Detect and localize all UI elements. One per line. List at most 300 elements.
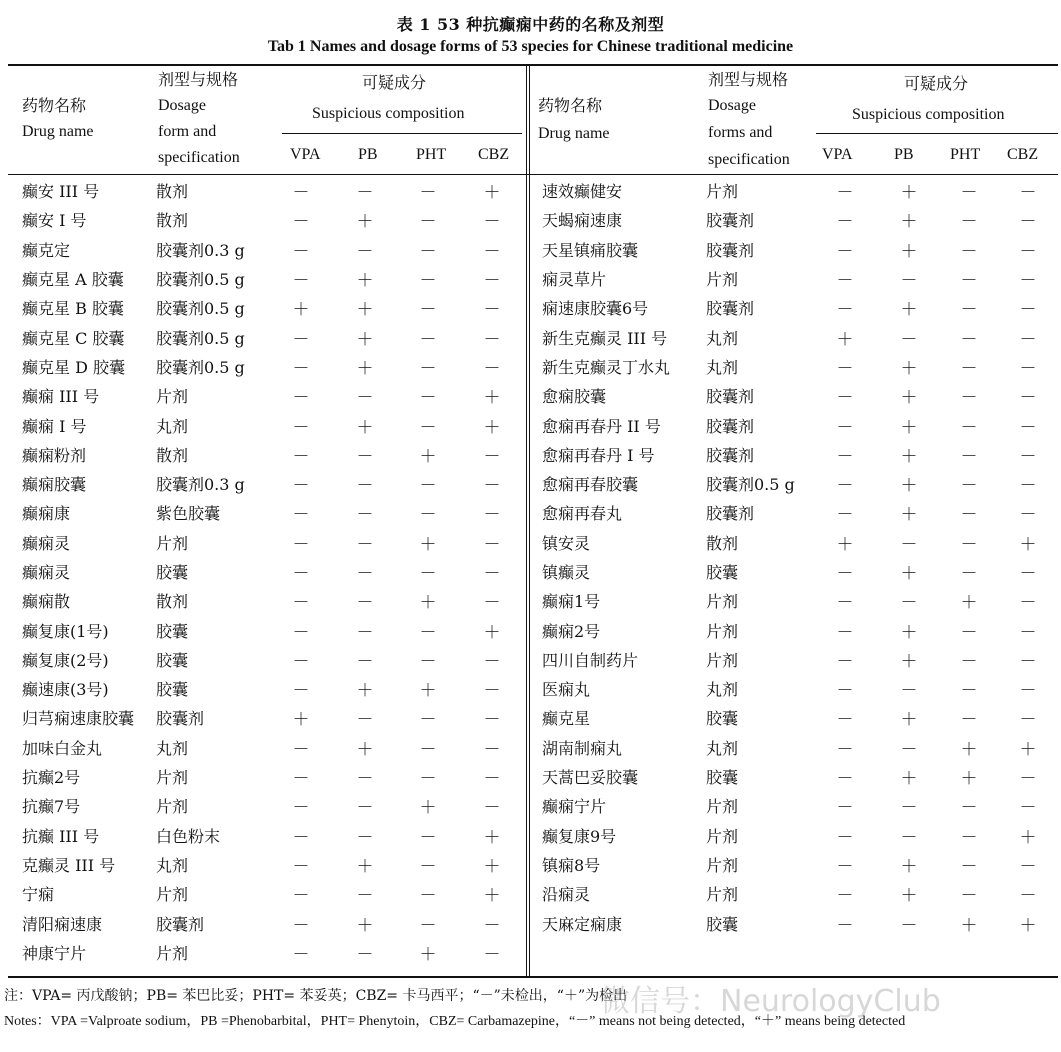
pb-cell: ＋ bbox=[900, 769, 918, 790]
cbz-cell: － bbox=[483, 681, 501, 702]
drug-name-cell: 癫痫胶囊 bbox=[22, 475, 87, 495]
pht-cell: － bbox=[419, 739, 437, 760]
pb-cell: － bbox=[356, 183, 374, 204]
pht-cell: － bbox=[419, 710, 437, 731]
pb-cell: － bbox=[356, 886, 374, 907]
vpa-cell: － bbox=[292, 476, 310, 497]
header-col-pht: PHT bbox=[950, 146, 981, 163]
pht-cell: － bbox=[419, 476, 437, 497]
table-row bbox=[10, 586, 524, 615]
cbz-cell: － bbox=[1019, 271, 1037, 292]
pb-cell: ＋ bbox=[900, 856, 918, 877]
vpa-cell: － bbox=[292, 564, 310, 584]
header-drug-name-en: Drug name bbox=[22, 123, 94, 140]
vpa-cell: ＋ bbox=[292, 710, 310, 731]
table-row bbox=[530, 205, 1058, 234]
pb-cell: ＋ bbox=[900, 651, 918, 672]
table-note-cn: 注：VPA= 丙戊酸钠；PB= 苯巴比妥；PHT= 苯妥英；CBZ= 卡马西平；“－”未检出，“＋”为检出 bbox=[4, 988, 628, 1004]
vpa-cell: － bbox=[292, 651, 310, 672]
drug-name-cell: 癫痫1号 bbox=[542, 592, 601, 612]
cbz-cell: － bbox=[1019, 622, 1037, 643]
pht-cell: － bbox=[960, 886, 978, 907]
vpa-cell: － bbox=[292, 446, 310, 467]
pht-cell: － bbox=[960, 241, 978, 262]
top-rule bbox=[8, 64, 1058, 66]
table-row bbox=[530, 264, 1058, 293]
pb-cell: － bbox=[356, 827, 374, 848]
cbz-cell: － bbox=[1019, 300, 1037, 321]
vpa-cell: － bbox=[836, 446, 854, 467]
table-row bbox=[10, 733, 524, 762]
pht-cell: － bbox=[419, 886, 437, 907]
vpa-cell: － bbox=[292, 212, 310, 233]
dosage-form-cell: 胶囊 bbox=[156, 621, 189, 641]
drug-name-cell: 癫克星 D 胶囊 bbox=[22, 357, 126, 377]
dosage-form-cell: 丸剂 bbox=[706, 738, 739, 758]
drug-name-cell: 镇安灵 bbox=[542, 533, 591, 553]
pht-cell: － bbox=[419, 183, 437, 204]
pht-cell: － bbox=[960, 271, 978, 292]
drug-name-cell: 天麻定痫康 bbox=[542, 914, 623, 934]
dosage-form-cell: 胶囊 bbox=[156, 680, 189, 700]
dosage-form-cell: 片剂 bbox=[706, 182, 739, 202]
table-title-cn: 表 1 53 种抗癫痫中药的名称及剂型 bbox=[396, 15, 665, 34]
pht-cell: － bbox=[960, 710, 978, 731]
drug-name-cell: 新生克癫灵丁水丸 bbox=[542, 357, 671, 377]
cbz-cell: － bbox=[483, 446, 501, 467]
cbz-cell: － bbox=[1019, 593, 1037, 614]
table-row bbox=[530, 645, 1058, 674]
pht-cell: － bbox=[419, 856, 437, 877]
dosage-form-cell: 胶囊剂0.5 g bbox=[156, 270, 245, 290]
header-col-vpa: VPA bbox=[822, 146, 853, 163]
pht-cell: － bbox=[419, 271, 437, 292]
pb-cell: － bbox=[356, 564, 374, 584]
table-row bbox=[530, 469, 1058, 498]
pb-cell: ＋ bbox=[356, 856, 374, 877]
pht-cell: － bbox=[419, 241, 437, 262]
header-col-pht: PHT bbox=[416, 146, 447, 163]
pb-cell: ＋ bbox=[900, 886, 918, 907]
cbz-cell: ＋ bbox=[483, 417, 501, 438]
pht-cell: － bbox=[960, 212, 978, 233]
cbz-cell: － bbox=[1019, 710, 1037, 731]
vpa-cell: － bbox=[836, 417, 854, 438]
pht-cell: ＋ bbox=[960, 739, 978, 760]
drug-name-cell: 癫痫灵 bbox=[22, 533, 71, 553]
vpa-cell: － bbox=[836, 300, 854, 321]
vpa-cell: － bbox=[292, 417, 310, 438]
cbz-cell: － bbox=[483, 564, 501, 584]
table-row bbox=[10, 440, 524, 469]
dosage-form-cell: 胶囊剂 bbox=[706, 387, 755, 407]
cbz-cell: － bbox=[483, 593, 501, 614]
vpa-cell: － bbox=[836, 241, 854, 262]
cbz-cell: － bbox=[483, 241, 501, 262]
vpa-cell: － bbox=[292, 915, 310, 936]
vpa-cell: － bbox=[292, 944, 310, 965]
header-susp-en: Suspicious composition bbox=[852, 106, 1005, 123]
dosage-form-cell: 片剂 bbox=[706, 855, 739, 875]
dosage-form-cell: 胶囊 bbox=[156, 563, 189, 582]
header-col-cbz: CBZ bbox=[1007, 146, 1039, 163]
cbz-cell: － bbox=[1019, 183, 1037, 204]
dosage-form-cell: 片剂 bbox=[706, 270, 739, 290]
table-row bbox=[10, 674, 524, 703]
cbz-cell: ＋ bbox=[1019, 739, 1037, 760]
drug-name-cell: 抗癫 III 号 bbox=[22, 826, 100, 846]
pht-cell: － bbox=[419, 358, 437, 379]
dosage-form-cell: 胶囊剂0.5 g bbox=[156, 299, 245, 319]
table-row bbox=[10, 264, 524, 293]
drug-name-cell: 镇痫8号 bbox=[542, 855, 601, 875]
header-col-pb: PB bbox=[894, 146, 914, 163]
cbz-cell: － bbox=[1019, 651, 1037, 672]
pht-cell: － bbox=[960, 329, 978, 350]
cbz-cell: － bbox=[483, 534, 501, 555]
cbz-cell: － bbox=[1019, 212, 1037, 233]
table-row bbox=[530, 615, 1058, 644]
header-drug-name-en: Drug name bbox=[538, 125, 610, 142]
vpa-cell: － bbox=[292, 739, 310, 760]
vpa-cell: － bbox=[836, 856, 854, 877]
header-form-en-2: forms and bbox=[708, 124, 773, 141]
dosage-form-cell: 片剂 bbox=[706, 826, 739, 846]
drug-name-cell: 抗癫2号 bbox=[22, 768, 81, 788]
pb-cell: － bbox=[900, 827, 918, 848]
dosage-form-cell: 散剂 bbox=[156, 592, 189, 612]
drug-name-cell: 速效癫健安 bbox=[542, 182, 623, 202]
drug-name-cell: 抗癫7号 bbox=[22, 797, 81, 817]
drug-name-cell: 痫灵草片 bbox=[542, 270, 607, 290]
table-row bbox=[10, 176, 524, 205]
cbz-cell: － bbox=[1019, 417, 1037, 438]
drug-name-cell: 癫克星 B 胶囊 bbox=[22, 299, 124, 319]
table-row bbox=[530, 235, 1058, 264]
pb-cell: ＋ bbox=[356, 358, 374, 379]
pb-cell: ＋ bbox=[356, 271, 374, 292]
pb-cell: － bbox=[900, 798, 918, 819]
drug-name-cell: 克癫灵 III 号 bbox=[22, 855, 116, 875]
drug-name-cell: 癫痫 I 号 bbox=[22, 416, 87, 436]
pht-cell: － bbox=[960, 534, 978, 555]
pht-cell: － bbox=[960, 651, 978, 672]
vpa-cell: － bbox=[836, 183, 854, 204]
vpa-cell: － bbox=[292, 622, 310, 643]
pb-cell: － bbox=[356, 622, 374, 643]
pht-cell: － bbox=[419, 329, 437, 350]
table-row bbox=[530, 352, 1058, 381]
pb-cell: ＋ bbox=[900, 358, 918, 379]
cbz-cell: ＋ bbox=[483, 886, 501, 907]
pb-cell: － bbox=[356, 798, 374, 819]
pb-cell: － bbox=[900, 329, 918, 350]
cbz-cell: ＋ bbox=[483, 388, 501, 409]
cbz-cell: ＋ bbox=[1019, 534, 1037, 555]
drug-name-cell: 癫克星 bbox=[542, 709, 591, 729]
table-title-en: Tab 1 Names and dosage forms of 53 species for Chinese traditional medicine bbox=[267, 38, 794, 55]
dosage-form-cell: 胶囊剂0.5 g bbox=[156, 357, 245, 377]
pht-cell: － bbox=[419, 212, 437, 233]
header-rule bbox=[8, 174, 1058, 175]
header-form-en-1: Dosage bbox=[708, 97, 756, 114]
pb-cell: － bbox=[356, 651, 374, 672]
vpa-cell: － bbox=[836, 476, 854, 497]
pb-cell: － bbox=[356, 446, 374, 467]
dosage-form-cell: 散剂 bbox=[706, 533, 739, 553]
pht-cell: － bbox=[960, 417, 978, 438]
cbz-cell: － bbox=[1019, 446, 1037, 467]
header-form-cn: 剂型与规格 bbox=[708, 70, 789, 89]
header-form-en-2: form and bbox=[158, 123, 217, 140]
pht-cell: － bbox=[419, 651, 437, 672]
drug-name-cell: 癫痫粉剂 bbox=[22, 445, 87, 465]
cbz-cell: － bbox=[1019, 505, 1037, 526]
vpa-cell: － bbox=[292, 769, 310, 790]
table-row bbox=[530, 498, 1058, 527]
drug-name-cell: 加味白金丸 bbox=[22, 738, 103, 758]
dosage-form-cell: 紫色胶囊 bbox=[156, 504, 221, 524]
table-row bbox=[530, 586, 1058, 615]
dosage-form-cell: 胶囊 bbox=[706, 709, 739, 729]
drug-name-cell: 癫复康9号 bbox=[542, 826, 617, 846]
vpa-cell: － bbox=[292, 183, 310, 204]
table-row bbox=[10, 381, 524, 410]
pht-cell: － bbox=[960, 505, 978, 526]
dosage-form-cell: 片剂 bbox=[706, 650, 739, 670]
cbz-cell: － bbox=[483, 476, 501, 497]
pb-cell: ＋ bbox=[900, 564, 918, 584]
drug-name-cell: 癫复康(2号) bbox=[22, 650, 109, 670]
vpa-cell: － bbox=[292, 856, 310, 877]
drug-name-cell: 愈痫再春丸 bbox=[542, 504, 623, 524]
pb-cell: ＋ bbox=[356, 681, 374, 702]
drug-name-cell: 天蒿巴妥胶囊 bbox=[542, 768, 639, 788]
dosage-form-cell: 片剂 bbox=[706, 592, 739, 612]
cbz-cell: － bbox=[1019, 358, 1037, 379]
dosage-form-cell: 胶囊剂 bbox=[706, 504, 755, 524]
cbz-cell: － bbox=[483, 739, 501, 760]
pb-cell: ＋ bbox=[900, 212, 918, 233]
cbz-cell: － bbox=[483, 358, 501, 379]
vpa-cell: － bbox=[292, 593, 310, 614]
pb-cell: ＋ bbox=[900, 710, 918, 731]
cbz-cell: ＋ bbox=[483, 183, 501, 204]
table-row bbox=[530, 908, 1058, 937]
header-form-en-3: specification bbox=[708, 151, 790, 168]
vpa-cell: － bbox=[292, 505, 310, 526]
drug-name-cell: 四川自制药片 bbox=[542, 650, 639, 670]
vpa-cell: － bbox=[836, 505, 854, 526]
table-row bbox=[10, 938, 524, 967]
drug-name-cell: 癫复康(1号) bbox=[22, 621, 109, 641]
cbz-cell: － bbox=[483, 212, 501, 233]
vpa-cell: － bbox=[292, 681, 310, 702]
pht-cell: － bbox=[960, 622, 978, 643]
table-row bbox=[530, 176, 1058, 205]
vpa-cell: － bbox=[836, 212, 854, 233]
pht-cell: － bbox=[960, 798, 978, 819]
cbz-cell: － bbox=[1019, 769, 1037, 790]
vpa-cell: － bbox=[836, 271, 854, 292]
cbz-cell: － bbox=[1019, 329, 1037, 350]
vpa-cell: － bbox=[836, 886, 854, 907]
dosage-form-cell: 片剂 bbox=[706, 797, 739, 817]
pb-cell: ＋ bbox=[900, 446, 918, 467]
pht-cell: － bbox=[419, 300, 437, 321]
dosage-form-cell: 片剂 bbox=[156, 885, 189, 905]
cbz-cell: － bbox=[1019, 886, 1037, 907]
vpa-cell: － bbox=[292, 329, 310, 350]
pb-cell: ＋ bbox=[900, 476, 918, 497]
pht-cell: － bbox=[960, 183, 978, 204]
vpa-cell: － bbox=[836, 622, 854, 643]
dosage-form-cell: 胶囊剂0.3 g bbox=[156, 240, 245, 260]
drug-name-cell: 癫痫康 bbox=[22, 504, 71, 524]
dosage-form-cell: 片剂 bbox=[706, 621, 739, 641]
vpa-cell: ＋ bbox=[836, 534, 854, 555]
drug-name-cell: 痫速康胶囊6号 bbox=[542, 299, 649, 319]
pb-cell: ＋ bbox=[900, 417, 918, 438]
header-susp-cn: 可疑成分 bbox=[904, 74, 969, 93]
table-row bbox=[10, 235, 524, 264]
pht-cell: － bbox=[419, 769, 437, 790]
pb-cell: － bbox=[900, 593, 918, 614]
header-form-cn: 剂型与规格 bbox=[158, 70, 239, 89]
drug-name-cell: 癫克定 bbox=[22, 240, 71, 260]
pht-cell: － bbox=[419, 827, 437, 848]
pht-cell: － bbox=[960, 476, 978, 497]
table-row bbox=[10, 703, 524, 732]
pht-cell: － bbox=[960, 856, 978, 877]
vpa-cell: － bbox=[292, 798, 310, 819]
dosage-form-cell: 片剂 bbox=[156, 533, 189, 553]
pb-cell: ＋ bbox=[900, 505, 918, 526]
vpa-cell: － bbox=[292, 886, 310, 907]
pht-cell: － bbox=[960, 358, 978, 379]
header-form-en-1: Dosage bbox=[158, 97, 206, 114]
drug-name-cell: 清阳痫速康 bbox=[22, 914, 103, 934]
dosage-form-cell: 胶囊剂 bbox=[706, 299, 755, 319]
drug-name-cell: 愈痫再春丹 I 号 bbox=[542, 445, 655, 465]
vpa-cell: － bbox=[836, 564, 854, 584]
dosage-form-cell: 丸剂 bbox=[706, 357, 739, 377]
cbz-cell: － bbox=[483, 798, 501, 819]
cbz-cell: － bbox=[1019, 564, 1037, 584]
table-row bbox=[10, 850, 524, 879]
dosage-form-cell: 片剂 bbox=[156, 943, 189, 963]
cbz-cell: － bbox=[1019, 388, 1037, 409]
pht-cell: － bbox=[419, 564, 437, 584]
drug-name-cell: 宁痫 bbox=[22, 885, 55, 905]
cbz-cell: － bbox=[1019, 798, 1037, 819]
table-row bbox=[530, 821, 1058, 850]
pht-cell: ＋ bbox=[419, 681, 437, 702]
drug-name-cell: 愈痫再春胶囊 bbox=[542, 475, 639, 495]
pb-cell: － bbox=[356, 710, 374, 731]
cbz-cell: ＋ bbox=[483, 622, 501, 643]
drug-name-cell: 愈痫胶囊 bbox=[542, 387, 607, 407]
vpa-cell: － bbox=[292, 358, 310, 379]
pht-cell: － bbox=[419, 417, 437, 438]
header-drug-name-cn: 药物名称 bbox=[538, 96, 603, 115]
cbz-cell: － bbox=[483, 505, 501, 526]
vpa-cell: － bbox=[836, 710, 854, 731]
dosage-form-cell: 胶囊剂0.5 g bbox=[706, 475, 795, 495]
vpa-cell: － bbox=[836, 798, 854, 819]
cbz-cell: － bbox=[483, 769, 501, 790]
table-row bbox=[10, 762, 524, 791]
pht-cell: － bbox=[960, 681, 978, 702]
pb-cell: － bbox=[356, 505, 374, 526]
table-row bbox=[530, 879, 1058, 908]
drug-name-cell: 新生克癫灵 III 号 bbox=[542, 328, 668, 348]
vpa-cell: － bbox=[836, 358, 854, 379]
pb-cell: ＋ bbox=[900, 622, 918, 643]
pb-cell: ＋ bbox=[356, 329, 374, 350]
dosage-form-cell: 胶囊剂 bbox=[706, 416, 755, 436]
pb-cell: － bbox=[900, 534, 918, 555]
table-row bbox=[530, 674, 1058, 703]
cbz-cell: － bbox=[1019, 241, 1037, 262]
vpa-cell: － bbox=[836, 651, 854, 672]
table-row bbox=[530, 850, 1058, 879]
table-row bbox=[10, 557, 524, 586]
dosage-form-cell: 片剂 bbox=[156, 768, 189, 788]
pb-cell: － bbox=[356, 388, 374, 409]
header-form-en-3: specification bbox=[158, 149, 240, 166]
table-row bbox=[530, 557, 1058, 586]
cbz-cell: － bbox=[483, 300, 501, 321]
pht-cell: ＋ bbox=[419, 798, 437, 819]
vpa-cell: － bbox=[836, 739, 854, 760]
dosage-form-cell: 胶囊剂 bbox=[156, 709, 205, 729]
vpa-cell: － bbox=[292, 388, 310, 409]
dosage-form-cell: 胶囊剂 bbox=[706, 445, 755, 465]
pht-cell: － bbox=[960, 300, 978, 321]
pb-cell: － bbox=[900, 271, 918, 292]
dosage-form-cell: 胶囊剂0.5 g bbox=[156, 328, 245, 348]
pb-cell: － bbox=[356, 534, 374, 555]
header-col-vpa: VPA bbox=[290, 146, 321, 163]
vpa-cell: ＋ bbox=[836, 329, 854, 350]
drug-name-cell: 癫克星 C 胶囊 bbox=[22, 328, 125, 348]
dosage-form-cell: 胶囊 bbox=[156, 650, 189, 670]
drug-name-cell: 湖南制痫丸 bbox=[542, 738, 623, 758]
dosage-form-cell: 散剂 bbox=[156, 211, 189, 231]
vpa-cell: － bbox=[292, 534, 310, 555]
drug-name-cell: 癫克星 A 胶囊 bbox=[22, 270, 124, 290]
dosage-form-cell: 丸剂 bbox=[156, 416, 189, 436]
vpa-cell: － bbox=[836, 388, 854, 409]
drug-name-cell: 癫痫 III 号 bbox=[22, 387, 100, 407]
dosage-form-cell: 胶囊剂 bbox=[156, 914, 205, 934]
drug-name-cell: 镇癫灵 bbox=[542, 563, 591, 582]
pht-cell: ＋ bbox=[419, 446, 437, 467]
table-row bbox=[530, 733, 1058, 762]
pht-cell: ＋ bbox=[419, 944, 437, 965]
table-row bbox=[10, 908, 524, 937]
table-row bbox=[10, 410, 524, 439]
pht-cell: － bbox=[419, 915, 437, 936]
cbz-cell: － bbox=[483, 915, 501, 936]
table-row bbox=[530, 293, 1058, 322]
dosage-form-cell: 片剂 bbox=[156, 797, 189, 817]
table-row bbox=[530, 322, 1058, 351]
pb-cell: － bbox=[356, 944, 374, 965]
pht-cell: － bbox=[960, 827, 978, 848]
pht-cell: － bbox=[419, 505, 437, 526]
